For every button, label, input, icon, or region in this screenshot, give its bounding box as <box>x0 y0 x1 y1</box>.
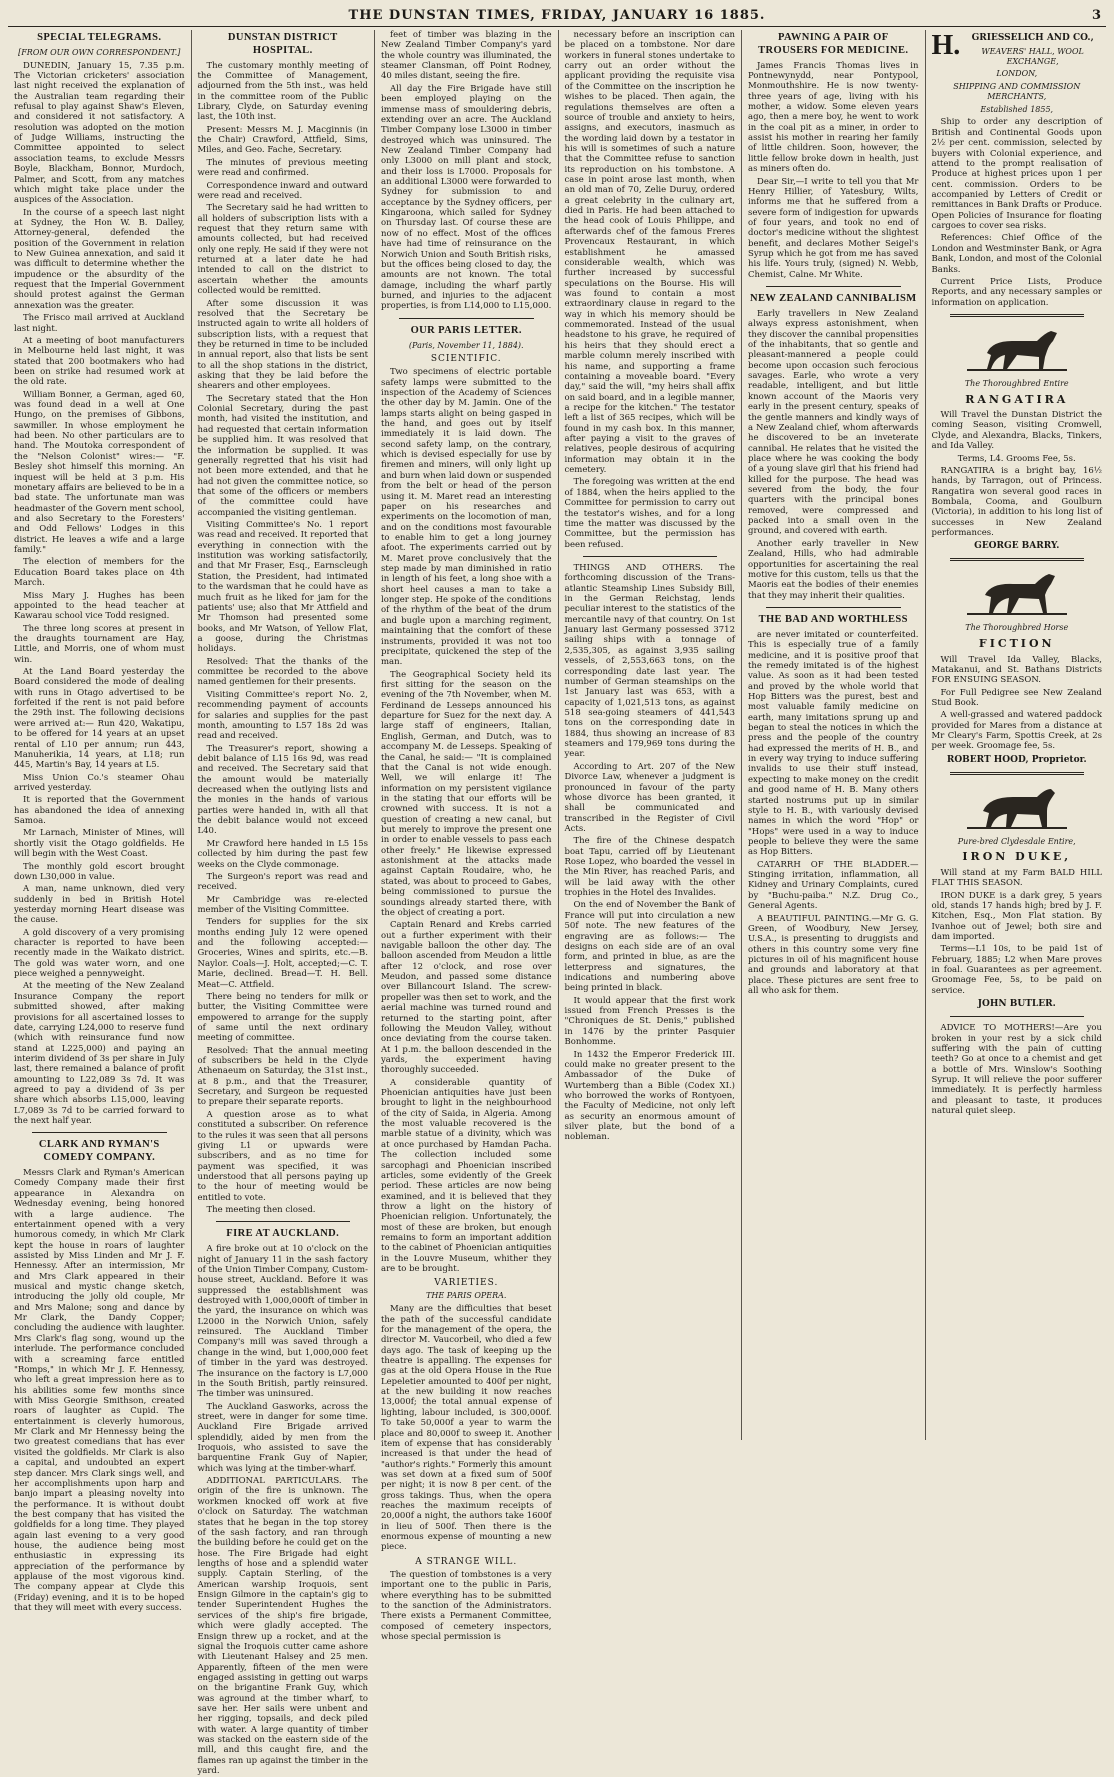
special-telegrams-heading: SPECIAL TELEGRAMS. <box>37 32 162 43</box>
horse-name: FICTION <box>978 637 1055 651</box>
column-3 <box>375 30 559 1642</box>
paragraph: Tenders for supplies for the six months ending July 12 were opened and the following accepted:— Groceries, Wines and spirits, etc.—B. Naylor. Coals—J. Holt, accepted;—C. T. Marie, declined. Bread—T. H. Bell. Meat—C. Attfield. <box>197 917 368 990</box>
paragraph: The customary monthly meeting of the Committee of Management, adjourned from the 5th inst., was held in the committee room of the Public Library, Clyde, on Saturday evening last, the 10th inst. <box>197 60 368 123</box>
column-6 <box>926 30 1109 1440</box>
paragraph: IRON DUKE is a dark grey, 5 years old, stands 17 hands high; bred by J. F. Kitchen, Esq., Mon Flat station. By Ivanhoe out of Jewel; both sire and dam imported. <box>931 890 1102 943</box>
paragraph: It would appear that the first work issued from French Presses is the "Chroniques de St. Denis," published in 1476 by the printer Pasquier Bonhomme. <box>564 995 735 1048</box>
paragraph: In the course of a speech last night at Sydney, the Hon W. B. Dalley, Attorney-general, defended the position of the Government in relation to New Guinea annexation, and said it was difficult to determine whether the impudence or the absurdity of the request that the Imperial Government should protest against the German annexation was the greater. <box>14 207 185 311</box>
paragraph: A considerable quantity of Phoenician antiquities have just been brought to light in the neighbourhood of the city of Saida, in Algeria. Among the most valuable recovered is the marble statue of a divinity, which was at once purchased by Hamdan Pacha. The collection included some sarcophagi and Phoenician inscribed articles, some evidently of the Greek period. These articles are now being examined, and it is believed that they throw a light on the history of Phoenician religion. Unfortunately, the most of these are broken, but enough remains to form an important addition to the cabinet of Phoenician antiquities in the Louvre Museum, whither they are to be brought. <box>381 1077 552 1275</box>
paragraph: At the meeting of the New Zealand Insurance Company the report submitted showed, after making provisions for all ascertained losses to date, carrying L24,000 to reserve fund (which with reinsurance fund now stand at L225,000) and paying an interim dividend of 3s per share in July last, there remained a balance of profit amounting to L22,089 3s 7d. It was agreed to pay a dividend of 3s per share which absorbs L15,000, leaving L7,089 3s 7d to be carried forward to the next half year. <box>14 981 185 1127</box>
advert-heading: GRIESSELICH AND CO., <box>971 33 1094 43</box>
paragraph: References: Chief Office of the London and Westminster Bank, or Agra Bank, London, and most of the Colonial Banks. <box>931 233 1102 275</box>
griesselich-advert <box>931 30 1103 308</box>
cannibalism-heading: NEW ZEALAND CANNIBALISM <box>749 293 917 305</box>
divider <box>766 607 901 608</box>
paragraph: For Full Pedigree see New Zealand Stud Book. <box>931 687 1102 708</box>
paris-letter-heading: OUR PARIS LETTER. <box>410 324 522 336</box>
advert-line: WEAVERS' HALL, WOOL EXCHANGE, <box>981 46 1084 66</box>
paragraph: The Frisco mail arrived at Auckland last night. <box>14 313 185 334</box>
owner-name: GEORGE BARRY. <box>974 541 1060 552</box>
paragraph: The election of members for the Education Board takes place on 4th March. <box>14 557 185 589</box>
hospital-heading: DUNSTAN DISTRICT HOSPITAL. <box>227 32 338 56</box>
paragraph: The foregoing was written at the end of 1884, when the heirs applied to the Committee for permission to carry out the testator's wishes, and for a long time the matter was discussed by the Committee, but the permission has been refused. <box>564 477 735 550</box>
advert-line: Established 1855, <box>980 104 1054 114</box>
paragraph: Captain Renard and Krebs carried out a further experiment with their navigable balloon the other day. The balloon ascended from Meudon a little after 12 o'clock, and rose over Meudon, and passed some distance over Billancourt Island. The screw-propeller was then set to work, and the aerial machine was turned round and returned to the starting point, after following the Meudon Valley, without once deviating from the course taken. At 1 p.m. the balloon descended in the yards, the experiment having thoroughly succeeded. <box>381 920 552 1076</box>
columns <box>8 30 1108 1777</box>
paragraph: The three long scores at present in the draughts tournament are Hay, Little, and Morris, one of whom must win. <box>14 623 185 665</box>
paragraph: Will stand at my Farm BALD HILL FLAT THIS SEASON. <box>931 867 1102 889</box>
bad-worthless-heading: THE BAD AND WORTHLESS <box>758 614 908 625</box>
paragraph: Current Price Lists, Produce Reports, and any necessary samples or information on application. <box>931 276 1102 308</box>
divider <box>399 318 534 319</box>
trousers-heading: PAWNING A PAIR OF TROUSERS FOR MEDICINE. <box>758 32 909 56</box>
paragraph: THINGS AND OTHERS. The forthcoming discussion of the Trans-atlantic Steamship Lines Subsidy Bill, in the German Reichstag, lends peculiar interest to the statistics of the mercantile navy of that country. On 1st January last Germany possessed 3712 sailing ships with a tonnage of 2,535,305, as against 3,935 sailing vessels, of 2,553,663 tons, on the corresponding date last year. The number of German steamships on the 1st January last was 653, with a capacity of 1,021,513 tons, as against 518 sea-going steamers of 441,543 tons on the corresponding date in 1884, thus showing an increase of 83 steamers and 179,969 tons during the year. <box>564 562 735 760</box>
column-5 <box>742 30 926 1440</box>
horse-engraving-icon <box>967 567 1067 617</box>
paragraph: On the end of November the Bank of France will put into circulation a new 50f note. The new features of the engraving are as follows:— The designs on each side are of an oval form, and printed in blue, as are the letterpress and signatures, the indications and numbering above being printed in black. <box>564 900 735 994</box>
correspondent-note: [FROM OUR OWN CORRESPONDENT.] <box>18 47 181 57</box>
paragraph: DUNEDIN, January 15, 7.35 p.m. The Victorian cricketers' association last night received the explanation of the Australian team regarding their refusal to play against Shaw's Eleven, and considered it not satisfactory. A resolution was adopted on the motion of Judge Williams, instructing the Committee appointed to select association teams, to exclude Messrs Boyle, Blackham, Bonnor, Murdoch, Palmer, and Scott, from any matches which might take place under the auspices of the Association. <box>14 60 185 206</box>
divider <box>766 286 901 287</box>
paragraph: All day the Fire Brigade have still been employed playing on the immense mass of smouldering debris, extending over an acre. The Auckland Timber Company lose L3000 in timber destroyed which was uninsured. The New Zealand Timber Company had only L3000 on mill plant and stock, and their loss is L7000. Proposals for an additional L3000 were forwarded to Sydney for submission to and acceptance by the Sydney officers, per Kingaroona, which sailed for Sydney on Thursday last. Of course these are now of no effect. Most of the offices have had time of reinsurance on the Norwich Union and South British risks, but the offices being closed to day, the amounts are not known. The total damage, including the wharf partly burned, and injuries to the adjacent properties, is from L14,000 to L15,000. <box>381 83 552 312</box>
paragraph: James Francis Thomas lives in Pontnewynydd, near Pontypool, Monmouthshire. He is now twenty-three years of age, living with his mother, a widow. Some eleven years ago, then a mere boy, he went to work in the coal pit as a miner, in order to assist his mother in rearing her family of little children. Soon, however, the little fellow broke down in health, just as miners often do. <box>748 60 919 175</box>
owner-name: JOHN BUTLER. <box>977 999 1056 1010</box>
horse-name: RANGATIRA <box>965 392 1069 406</box>
masthead <box>8 4 1106 27</box>
paragraph: CATARRH OF THE BLADDER.—Stinging irritation, inflammation, all Kidney and Urinary Complaints, cured by "Buchu-paiba." N.Z. Drug Co., General Agents. <box>748 859 919 912</box>
paragraph: Another early traveller in New Zealand, Hills, who had admirable opportunities for ascertaining the real motive for this custom, tells us that the Maoris eat the bodies of their enemies that they may inherit their qualities. <box>748 538 919 601</box>
divider <box>583 556 718 557</box>
paragraph: Two specimens of electric portable safety lamps were submitted to the inspection of the Academy of Sciences the other day by M. Jamin. One of the lamps starts alight on being gasped in the hand, and goes out by itself immediately it is laid down. The second safety lamp, on the contrary, which is devised especially for use by firemen and miners, will only light up and burn when laid down or suspended from the belt or head of the person using it. M. Maret read an interesting paper on his researches and experiments on the locomotion of man, and on the conditions most favourable to enable him to get a long journey afoot. The experiments carried out by M. Maret prove conclusively that the step made by man diminished in ratio in length of his feet, a long shoe with a short heel causes a man to take a longer step. He spoke of the conditions of the rhythm of the beat of the drum and bugle upon a marching regiment, maintaining that the comfort of these instruments, provided it was not too precipitate, quickened the step of the man. <box>381 367 552 668</box>
section-heading: VARIETIES. <box>434 1278 499 1289</box>
paragraph: A gold discovery of a very promising character is reported to have been recently made in the Waikato district. The gold was water worn, and one piece weighed a pennyweight. <box>14 927 185 980</box>
owner-name: ROBERT HOOD, Proprietor. <box>946 754 1087 765</box>
column-4 <box>559 30 743 1440</box>
paragraph: RANGATIRA is a bright bay, 16½ hands, by Tarragon, out of Princess. Rangatira won several good races in Bombala, Cooma, and Goulburn (Victoria), in addition to his long list of successes in New Zealand performances. <box>931 465 1102 539</box>
advert-line: LONDON, <box>996 69 1038 79</box>
paragraph: Visiting Committee's report No. 2, recommending payment of accounts for salaries and supplies for the past month, amounting to L57 18s 2d was read and received. <box>197 689 368 742</box>
paragraph: The Treasurer's report, showing a debit balance of L15 16s 9d, was read and received. The Secretary said that the amount would be materially decreased when the outlying lists and the monies in the hands of various parties were handed in, with all that the debit balance would not exceed L40. <box>197 743 368 837</box>
paragraph: The monthly gold escort brought down L30,000 in value. <box>14 861 185 882</box>
paragraph: Dear Sir,—I write to tell you that Mr Henry Hillier, of Yatesbury, Wilts, informs me that he suffered from a severe form of indigestion for upwards of four years, and took no end of doctor's medicine without the slightest benefit, and declares Mother Seigel's Syrup which he got from me has saved his life. Yours truly, (signed) N. Webb, Chemist, Calne. Mr White. <box>748 176 919 280</box>
paragraph: The minutes of previous meeting were read and confirmed. <box>197 157 368 179</box>
column-2 <box>192 30 376 1777</box>
paragraph: William Bonner, a German, aged 60, was found dead in a well at One Hungo, on the premises of Gibbons, sawmiller. In whose employment he had been. No other particulars are to hand. The Moutoka correspondent of the "Nelson Colonist" wires:— "F. Besley shot himself this morning. An inquest will be held at 3 p.m. His monetary affairs are believed to be in a bad state. The unfortunate man was headmaster of the Govern ment school, and also Secretary to the Foresters' and Odd Fellows' Lodges in this district. He leaves a wife and a large family." <box>14 389 185 556</box>
paragraph: Correspondence inward and outward were read and received. <box>197 180 368 201</box>
paragraph: The Auckland Gasworks, across the street, were in danger for some time. Auckland Fire Brigade arrived splendidly, aided by men from the Iroquois, who assisted to save the barquentine Frank Guy of Napier, which was lying at the timber-wharf. <box>197 1401 368 1474</box>
horse-caption: Pure-bred Clydesdale Entire, <box>957 836 1076 846</box>
fire-heading: FIRE AT AUCKLAND. <box>226 1228 340 1240</box>
paragraph: necessary before an inscription can be placed on a tombstone. Nor dare workers in funeral stones undertake to carry out an order without the applicant providing the requisite visa of the Committee on the inscription he wishes to be placed. Then again, the regulations themselves are often a source of trouble and anxiety to heirs, assigns, and executors, inasmuch as the wording laid down by a testator in his will is sometimes of such a nature that the Committee refuse to sanction its reproduction on his tombstone. A case in point arose last month, when an old man of 70, Zelie Duruy, ordered a great celebrity in the culinary art, died in Paris. He had been attached to the head cook of Louis Philippe, and afterwards chef of the famous Freres Provencaux Restaurant, in which establishment he amassed considerable wealth, which was further increased by successful speculations on the Bourse. His will was found to contain a most extraordinary clause in regard to the way in which his memory should be commemorated. Instead of the usual headstone to his grave, he required of his heirs that they should erect a marble column merely inscribed with his name, and supporting a frame containing a moveable board. "Every day," said the will, "my heirs shall affix on said board, and in a legible manner, a recipe for the kitchen." The testator left a list of 365 recipes, which will be found in my cash box. In this manner, after paying a visit to the graves of relatives, people desirous of acquiring information may obtain it in the cemetery. <box>564 30 735 476</box>
divider <box>950 314 1085 317</box>
divider <box>216 1221 351 1222</box>
section-heading: SCIENTIFIC. <box>430 354 502 365</box>
advert-line: SHIPPING AND COMMISSION MERCHANTS, <box>953 82 1081 101</box>
divider <box>950 772 1085 775</box>
divider <box>950 1016 1085 1017</box>
divider <box>950 558 1085 561</box>
section-heading: A STRANGE WILL. <box>415 1556 518 1567</box>
paragraph: A BEAUTIFUL PAINTING.—Mr G. G. Green, of Woodbury, New Jersey, U.S.A., is presenting to druggists and others in this country some very fine pictures in oil of his magnificent house and grounds and laboratory at that place. These pictures are sent free to all who ask for them. <box>748 913 919 997</box>
paragraph: The Secretary said he had written to all holders of subscription lists with a request that they return same with amounts collected, but had received only one reply. He said if they were not returned at a later date he had intended to call on the district to ascertain whether the amounts collected would be remitted. <box>197 203 368 297</box>
paragraph: Miss Mary J. Hughes has been appointed to the head teacher at Kawarau school vice Todd resigned. <box>14 590 185 622</box>
paragraph: The Surgeon's report was read and received. <box>197 871 368 893</box>
paragraph: According to Art. 207 of the New Divorce Law, whenever a judgment is pronounced in favour of the party whose divorce has been granted, it shall be communicated and transcribed in the Register of Civil Acts. <box>564 761 735 834</box>
divider <box>32 1132 167 1133</box>
paragraph: The meeting then closed. <box>206 1205 316 1216</box>
paragraph: are never imitated or counterfeited. This is especially true of a family medicine, and it is positive proof that the remedy imitated is of the highest value. As soon as it had been tested and proved by the whole world that Hop Bitters was the purest, best and most valuable family medicine on earth, many imitations sprung up and began to steal the notices in which the press and the people of the country had expressed the merits of H. B., and in every way trying to induce suffering invalids to use their stuff instead, expecting to make money on the credit and good name of H. B. Many others started nostrums put up in similar style to H. B., with variously devised names in which the word "Hop" or "Hops" were used in a way to induce people to believe they were the same as Hop Bitters. <box>748 629 919 858</box>
paragraph: There being no tenders for milk or butter, the Visiting Committee were empowered to arrange for the supply of same until the next ordinary meeting of committee. <box>197 991 368 1044</box>
paragraph: ADDITIONAL PARTICULARS. The origin of the fire is unknown. The workmen knocked off work at five o'clock on Saturday. The watchman states that he began in the top storey of the sash factory, and ran through the building before he could get on the hose. The Fire Brigade had eight lengths of hose and a splendid water supply. Captain Sterling, of the American warship Iroquois, sent Ensign Gilmore in the captain's gig to tender Superintendent Hughes the services of the ship's fire brigade, which were gladly accepted. The Ensign threw up a rocket, and at the signal the Iroquois cutter came ashore with Lieutenant Halsey and 25 men. Apparently, fifteen of the men were engaged assisting in getting out warps on the brigantine Frank Guy, which was aground at the timber wharf, to save her. Her sails were unbent and her rigging, topsails, and deck piled with water. A large quantity of timber was stacked on the eastern side of the mill, and this caught fire, and the flames ran up against the timber in the yard. <box>197 1476 368 1777</box>
paragraph: Mr Larnach, Minister of Mines, will shortly visit the Otago goldfields. He will begin with the West Coast. <box>14 828 185 860</box>
comedy-company-heading: CLARK AND RYMAN'S COMEDY COMPANY. <box>38 1139 160 1164</box>
paragraph: Miss Union Co.'s steamer Ohau arrived yesterday. <box>14 772 185 793</box>
paragraph: Early travellers in New Zealand always express astonishment, when they discover the cannibal propensities of the inhabitants, that so gentle and pleasant-mannered a people could become upon occasion such ferocious savages. Earle, who wrote a very readable, intelligent, and but little known account of the Maoris very early in the present century, speaks of the gentle manners and kindly ways of a New Zealand chief, whom afterwards he discovered to be an inveterate cannibal. He relates that he visited the place where he was cooking the body of a young slave girl that his friend had killed for the purpose. The head was severed from the body, the four quarters with the principal bones removed, were compressed and packed into a small oven in the ground, and covered with earth. <box>748 308 919 537</box>
paragraph: Present: Messrs M. J. Macginnis (in the Chair) Crawford, Attfield, Sims, Miles, and Geo. Fache, Secretary. <box>197 124 368 156</box>
paragraph: A fire broke out at 10 o'clock on the night of January 11 in the sash factory of the Union Timber Company, Custom-house street, Auckland. Before it was suppressed the establishment was destroyed with 1,000,000ft of timber in the yard, the insurance on which was L2000 in the Norwich Union, safely reinsured. The Auckland Timber Company's mill was saved through a change in the wind, but 1,000,000 feet of timber in the yard was destroyed. The insurance on the factory is L7,000 in the South British, partly reinsured. The timber was uninsured. <box>197 1244 368 1400</box>
paragraph: In 1432 the Emperor Frederick III. could make no greater present to the Ambassador of the Duke of Wurtemberg than a Bible (Codex XI.) who borrowed the works of Rontyoen, the Faculty of Medicine, not only left as security an enormous amount of silver plate, but the bond of a nobleman. <box>564 1049 735 1143</box>
dateline: (Paris, November 11, 1884). <box>408 340 524 350</box>
paragraph: The Secretary stated that the Hon Colonial Secretary, during the past month, had visited the institution, and had requested that certain information be supplied him. It was resolved that the information be supplied. It was generally regretted that his visit had not been more extended, and that he had not given the committee notice, so that some of the officers or members of the committee could have accompanied the visiting gentleman. <box>197 393 368 518</box>
paragraph: Terms, L4. Grooms Fee, 5s. <box>957 453 1076 464</box>
paragraph: A man, name unknown, died very suddenly in bed in British Hotel yesterday morning Heart disease was the cause. <box>14 884 185 926</box>
masthead-title: THE DUNSTAN TIMES, FRIDAY, JANUARY 16 1885. <box>348 8 766 23</box>
paragraph: It is reported that the Government has abandoned the idea of annexing Samoa. <box>14 795 185 827</box>
page-number: 3 <box>1091 8 1102 23</box>
paragraph: feet of timber was blazing in the New Zealand Timber Company's yard the whole country was illuminated, the steamer Clansman, off Point Rodney, 40 miles distant, seeing the fire. <box>381 30 552 82</box>
horse-engraving-icon <box>967 323 1067 373</box>
paragraph: The Geographical Society held its first sitting for the season on the evening of the 7th November, when M. Ferdinand de Lesseps announced his departure for Suez for the next day. A large staff of engineers, Italian, English, German, and Dutch, was to accompany M. de Lesseps. Speaking of the Canal, he said:— "It is complained that the Canal is not wide enough. Well, we will enlarge it! The information on my persistent vigilance in the stating that our efforts will be crowned with success. It is not a question of creating a new canal, but but merely to improve the present one in order to enable vessels to pass each other freely." He likewise expressed astonishment at the attacks made against Captain Roudaire, who, he stated, was about to proceed to Gabes, being commissioned to pursue the soundings already started there, with the object of creating a port. <box>381 669 552 918</box>
paragraph: Mr Crawford here handed in L5 15s collected by him during the past few weeks on the Clyde commonage. <box>197 838 368 870</box>
paragraph: ADVICE TO MOTHERS!—Are you broken in your rest by a sick child suffering with the pain of cutting teeth? Go at once to a chemist and get a bottle of Mrs. Winslow's Soothing Syrup. It will relieve the poor sufferer immediately. It is perfectly harmless and pleasant to taste, it produces natural quiet sleep. <box>931 1023 1102 1117</box>
horse-engraving-icon <box>967 781 1067 831</box>
paragraph: Visiting Committee's No. 1 report was read and received. It reported that everything in connection with the institution was working satisfactorily, and that Mr Fraser, Esq., Earnscleugh Station, the President, had intimated to the wardsman that he could have as much fruit as he liked for jam for the patients' use; also that Mr Attfield and Mr Thomson had presented some books, and Mr Watson, of Yellow Flat, a goose, during the Christmas holidays. <box>197 520 368 655</box>
paragraph: At the Land Board yesterday the Board considered the mode of dealing with runs in Otago advertised to be forfeited if the rent is not paid before the 29th inst. The following decisions were arrived at:— Run 420, Wakatipu, to be offered for 14 years at an upset rental of L10 per annum; run 443, Manuherikia, 14 years, at L18; run 445, Martin's Bay, 14 years at L5. <box>14 667 185 771</box>
paragraph: Terms—L1 10s, to be paid 1st of February, 1885; L2 when Mare proves in foal. Guarantees as per agreement. Groomage Fee, 5s, to be paid on service. <box>931 944 1102 996</box>
paragraph: Resolved: That the annual meeting of subscribers be held in the Clyde Athenaeum on Saturday, the 31st inst., at 8 p.m., and that the Treasurer, Secretary, and Surgeon be requested to prepare their separate reports. <box>197 1045 368 1108</box>
paragraph: Resolved: That the thanks of the committee be recorded to the above named gentlemen for their presents. <box>197 656 368 688</box>
section-subheading: THE PARIS OPERA. <box>426 1291 507 1301</box>
paragraph: Ship to order any description of British and Continental Goods upon 2½ per cent. commission, selected by buyers with Colonial experience, and attend to the prompt realisation of Produce at highest prices upon 1 per cent. commission. Orders to be accompanied by Letters of Credit or remittances in Bank Drafts or Produce. Open Policies of Insurance for floating cargoes to cover sea risks. <box>931 117 1102 232</box>
column-1 <box>8 30 192 1614</box>
drop-cap: H. <box>931 30 961 61</box>
paragraph: A well-grassed and watered paddock provided for Mares from a distance at Mr Cleary's Farm, Spottis Creek, at 2s per week. Groomage fee, 5s. <box>931 710 1102 752</box>
horse-name: IRON DUKE, <box>962 850 1072 864</box>
paragraph: Messrs Clark and Ryman's American Comedy Company made their first appearance in Alexandra on Wednesday evening, being honored with a large audience. The entertainment opened with a very humorous comedy, in which Mr Clark kept the house in roars of laughter assisted by Miss Linden and Mr J. F. Hennessy. After an intermission, Mr and Mrs Clark appeared in their musical and mystic change sketch, introducing the jolly old couple, Mr and Mrs Malone; song and dance by Mr Clark, the Dandy Copper; concluding the audience with laughter. Mrs Clark's flag song, wound up the interlude. The performance concluded with a screaming farce entitled "Romps," in which Mr J. F. Hennessy, who left a great impression here as to his abilities some few months since with Miss Georgie Smithson, created roars of laughter as Cupid. The entertainment is cleverly humorous, Mr Clark and Mr Hennessy being the two greatest comedians that has ever visited the goldfields. Mr Clark is also a capital, and undoubted an expert step dancer. Mrs Clark sings well, and her accomplishments upon harp and banjo impart a pleasing novelty into the performance. It is without doubt the best company that has visited the goldfields for a long time. They played again last evening to a very good house, the audience being most enthusiastic in expressing its appreciation of the performance by applause of the most vigorous kind. The company appear at Clyde this (Friday) evening, and it is to be hoped that they will meet with every success. <box>14 1168 185 1614</box>
paragraph: After some discussion it was resolved that the Secretary be instructed again to write all holders of subscription lists, with a request that they be returned in time to be included in annual report, also that lists be sent to all the shop stations in the district, asking that they be laid before the shearers and other employees. <box>197 298 368 392</box>
paragraph: Will Travel Ida Valley, Blacks, Matakanui, and St. Bathans Districts FOR ENSUING SEASON. <box>931 654 1102 686</box>
horse-caption: The Thoroughbred Entire <box>964 378 1069 388</box>
paragraph: The fire of the Chinese despatch boat Tapu, carried off by Lieutenant Rose Lopez, who boarded the vessel in the Min River, has reached Paris, and will be laid away with the other trophies in the Hotel des Invalides. <box>564 836 735 899</box>
paragraph: Will Travel the Dunstan District the coming Season, visiting Cromwell, Clyde, and Alexandra, Blacks, Tinkers, and Ida Valley. <box>931 410 1102 452</box>
paragraph: At a meeting of boot manufacturers in Melbourne held last night, it was stated that 200 bootmakers who had been on strike had resumed work at the old rate. <box>14 335 185 388</box>
paragraph: Mr Cambridge was re-elected member of the Visiting Committee. <box>197 894 368 915</box>
paragraph: A question arose as to what constituted a subscriber. On reference to the rules it was seen that all persons giving L1 or upwards were subscribers, and as no time for payment was specified, it was understood that all persons paying up to the hour of meeting would be entitled to vote. <box>197 1109 368 1203</box>
paragraph: Many are the difficulties that beset the path of the successful candidate for the management of the opera, the director M. Vaucorbeil, who died a few days ago. The task of keeping up the theatre is appalling. The expenses for gas at the old Opera House in the Rue Lepeletier amounted to 400f per night, at the new building it now reaches 13,000f; the total annual expense of lighting, labour included, is 300,000f. To take 50,000f a year to warm the place and 80,000f to sweep it. Another item of expense that has considerably increased is that under the head of "author's rights." Formerly this amount was set down at a fixed sum of 500f per night; it is now 8 per cent. of the gross takings. Thus, when the opera reaches the maximum receipts of 20,000f a night, the authors take 1600f in lieu of 500f. Then there is the enormous expense of mounting a new piece. <box>381 1304 552 1553</box>
paragraph: The question of tombstones is a very important one to the public in Paris, where everything has to be submitted to the sanction of the Administrators. There exists a Permanent Committee, composed of cemetery inspectors, whose special permission is <box>381 1569 552 1642</box>
horse-caption: The Thoroughbred Horse <box>965 623 1069 633</box>
